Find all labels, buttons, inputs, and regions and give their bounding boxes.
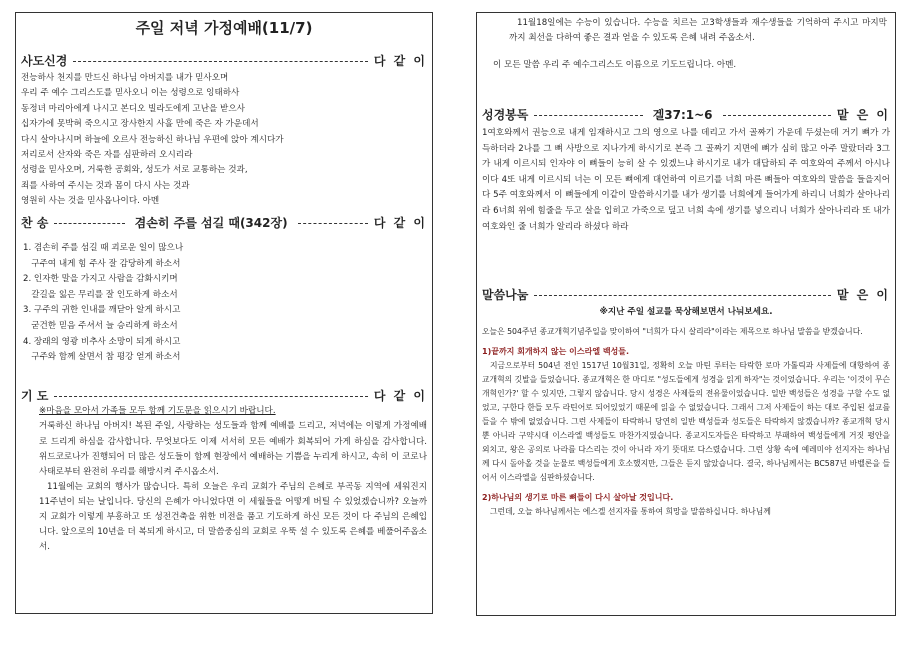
creed-heading: 사도신경 다 같 이 <box>21 54 427 68</box>
dashed-rule <box>534 115 642 116</box>
dashed-rule <box>534 295 830 296</box>
dashed-rule <box>54 396 367 397</box>
scripture-text: 1여호와께서 권능으로 내게 임재하시고 그의 영으로 나를 데리고 가서 골짜기 가운데 두셨는데 거기 뼈가 가득하더라 2나를 그 뼈 사방으로 지나가게 하시기로 본즉 그 골짜기 지면에 뼈가 심히 많고 아주 말랐더라 3그가 내게 이르시되 인자야 이 뼈들이 능히 살 수 있겠느냐 하시기로 내가 대답하되 주 여호와여 주께서 아시나이다 4또 내게 이르시되 너는 이 모든 뼈에게 대언하여 이르기를 너희 마른 뼈들아 여호와의 말씀을 들을지어다 5주 여호와께서 이 뼈들에게 이같이 말씀하시기를 내가 생기를 너희에게 들어가게 하리니 너희가 살아나리라 6너희 위에 힘줄을 두고 살을 입히고 가죽으로 덮고 너희 속에 생기를 넣으리니 너희가 살아나리라 또 내가 여호와인 줄 너희가 알리라 하셨다 하라 <box>482 128 890 232</box>
creed-line: 성령을 믿사오며, 거룩한 공회와, 성도가 서로 교통하는 것과, <box>21 165 248 176</box>
dashed-rule <box>73 61 367 62</box>
creed-text <box>21 71 427 210</box>
hymn-line: 구주여 내게 힘 주사 잘 감당하게 하소서 <box>23 258 181 269</box>
sermon-note: ※지난 주일 설교를 묵상해보면서 나눠보세요. <box>599 307 773 317</box>
creed-line: 영원히 사는 것을 믿사옵나이다. 아멘 <box>21 196 160 207</box>
prayer-paragraph-2: 11월에는 교회의 행사가 많습니다. 특히 오늘은 우리 교회가 주님의 은혜로 부곡동 지역에 세워진지 11주년이 되는 날입니다. 당신의 은혜가 아니었다면 이 세월들을 어떻게 버틸 수 있었겠습니까? 오늘까지 교회가 이렇게 부흥하고 또 성전건축을 위한 비전을 품고 기도하게 하신 모든 것이 다 주님의 은혜입니다. 앞으로의 10년을 더 복되게 하시고, 더 말씀중심의 교회로 우뚝 설 수 있도록 은혜를 베풀어주옵소서. <box>39 481 427 553</box>
page-title: 주일 저녁 가정예배(11/7) <box>135 19 313 37</box>
reading-heading: 성경봉독 겔37:1~6 맡 은 이 <box>482 108 890 122</box>
prayer-note: ※마음을 모아서 가족들 모두 함께 기도문을 읽으시기 바랍니다. <box>39 406 276 416</box>
dashed-rule <box>54 223 124 224</box>
creed-line: 십자가에 못박혀 죽으시고 장사한지 사흘 만에 죽은 자 가운데서 <box>21 119 259 130</box>
sermon-section <box>482 287 890 519</box>
hymn-lyrics <box>21 241 427 366</box>
intro-paragraph: 11월18일에는 수능이 있습니다. 수능을 치르는 고3학생들과 재수생들을 기억하여 주시고 마지막까지 최선을 다하여 좋은 결과 얻을 수 있도록 은혜 내려 주옵소서. <box>509 18 887 43</box>
creed-line: 다시 살아나시며 하늘에 오르사 전능하신 하나님 우편에 앉아 계시다가 <box>21 134 284 145</box>
hymn-line: 4. 장래의 영광 비추사 소망이 되게 하시고 <box>23 336 181 347</box>
prayer-heading: 기 도 다 같 이 <box>21 389 427 403</box>
hymn-line: 굳건한 믿음 주셔서 늘 승리하게 하소서 <box>23 320 178 331</box>
hymn-line: 3. 구주의 귀한 인내를 깨닫아 알게 하시고 <box>23 305 181 316</box>
hymn-line: 구주와 함께 살면서 참 평강 얻게 하소서 <box>23 352 181 363</box>
point-2-title: 2)하나님의 생기로 마른 뼈들이 다시 살아날 것입니다. <box>482 493 674 502</box>
point-1-title: 1)끝까지 회개하지 않는 이스라엘 백성들. <box>482 347 630 356</box>
right-page <box>476 12 896 616</box>
creed-line: 죄를 사하여 주시는 것과 몸이 다시 사는 것과 <box>21 180 190 191</box>
creed-line: 전능하사 천지를 만드신 하나님 아버지를 내가 믿사오며 <box>21 73 229 83</box>
dashed-rule <box>298 223 368 224</box>
hymn-line: 1. 겸손히 주를 섬길 때 괴로운 일이 많으나 <box>23 243 184 253</box>
creed-section <box>21 53 427 210</box>
point-2-text: 그런데, 오늘 하나님께서는 에스겔 선지자를 통하여 희망을 말씀하십니다. 하나님께 <box>490 507 771 516</box>
creed-line: 우리 주 예수 그리스도를 믿사오니 이는 성령으로 잉태하사 <box>21 88 240 99</box>
prayer-section <box>21 388 427 555</box>
creed-line: 동정녀 마리아에게 나시고 본디오 빌라도에게 고난을 받으사 <box>21 103 245 114</box>
left-page <box>15 12 433 614</box>
hymn-line: 2. 인자한 말을 가지고 사람을 감화시키며 <box>23 274 178 285</box>
reading-section <box>482 107 890 235</box>
hymn-heading: 찬 송 겸손히 주를 섬길 때(342장) 다 같 이 <box>21 216 427 230</box>
point-1-text: 지금으로부터 504년 전인 1517년 10월31일, 정확히 오늘 마틴 루터는 타락한 로마 가톨릭과 사제들에 대항하여 종교개혁의 깃발을 들었습니다. 종교개혁은 한 마디로 "성도들에게 성경을 읽게 하자"는 것이었습니다. 우리는 '이것이 무슨 개혁인가?' 할 수 있지만, 그렇지 않습니다. 당시 성경은 사제들의 전유물이었습니다. 일반 백성들은 성경을 구할 수도 없었고, 구한다 한들 모두 라틴어로 되어있었기 때문에 읽을 수 없었습니다. 그래서 그저 사제들이 하는 대로 주입된 설교를 들을 수 밖에 없었습니다. 그런 사제들이 타락하니 당연히 일반 백성들과 성도들은 타락하지 않겠습니까? 종교개혁 당시 뿐 아니라 구약시대 이스라엘 백성들도 마찬가지였습니다. 종교지도자들은 타락하고 부패하여 백성들에게 거짓 평안을 외치고, 왕은 공의로 나라를 다스리는 것이 아니라 자기 뜻대로 다스렸습니다. 그런 상황 속에 예레미야 선지자는 하나님께 다시 돌아올 것을 눈물로 백성들에게 호소했지만, 그들은 듣지 않았습니다. 결국, 하나님께서는 BC587년 바벨론을 들어서 이스라엘을 심판하셨습니다. <box>482 361 891 482</box>
sermon-intro: 오늘은 504주년 종교개혁기념주일을 맞이하여 "너희가 다시 살리라"이라는 제목으로 하나님 말씀을 받겠습니다. <box>482 327 863 336</box>
closing-prayer: 이 모든 말씀 우리 주 예수그리스도 이름으로 기도드립니다. 아멘. <box>493 60 737 70</box>
sermon-heading: 말씀나눔 맡 은 이 <box>482 288 890 302</box>
dashed-rule <box>723 115 831 116</box>
hymn-section <box>21 215 427 366</box>
hymn-line: 갈길을 잃은 무리를 잘 인도하게 하소서 <box>23 289 178 300</box>
creed-line: 저리로서 산자와 죽은 자를 심판하러 오시리라 <box>21 150 193 161</box>
prayer-paragraph-1: 거룩하신 하나님 아버지! 복된 주일, 사랑하는 성도들과 함께 예배를 드리고, 저녁에는 이렇게 가정예배로 드리게 하심을 감사합니다. 무엇보다도 이제 서서히 모든 예배가 회복되어 가게 하심을 감사합니다. 위드코로나가 진행되어 더 많은 성도들이 함께 현장에서 예배하는 기쁨을 누리게 하시고, 속히 이 코로나 사태로부터 완전히 우리를 해방시켜 주시옵소서. <box>39 421 427 477</box>
prayer-continued <box>485 16 887 73</box>
